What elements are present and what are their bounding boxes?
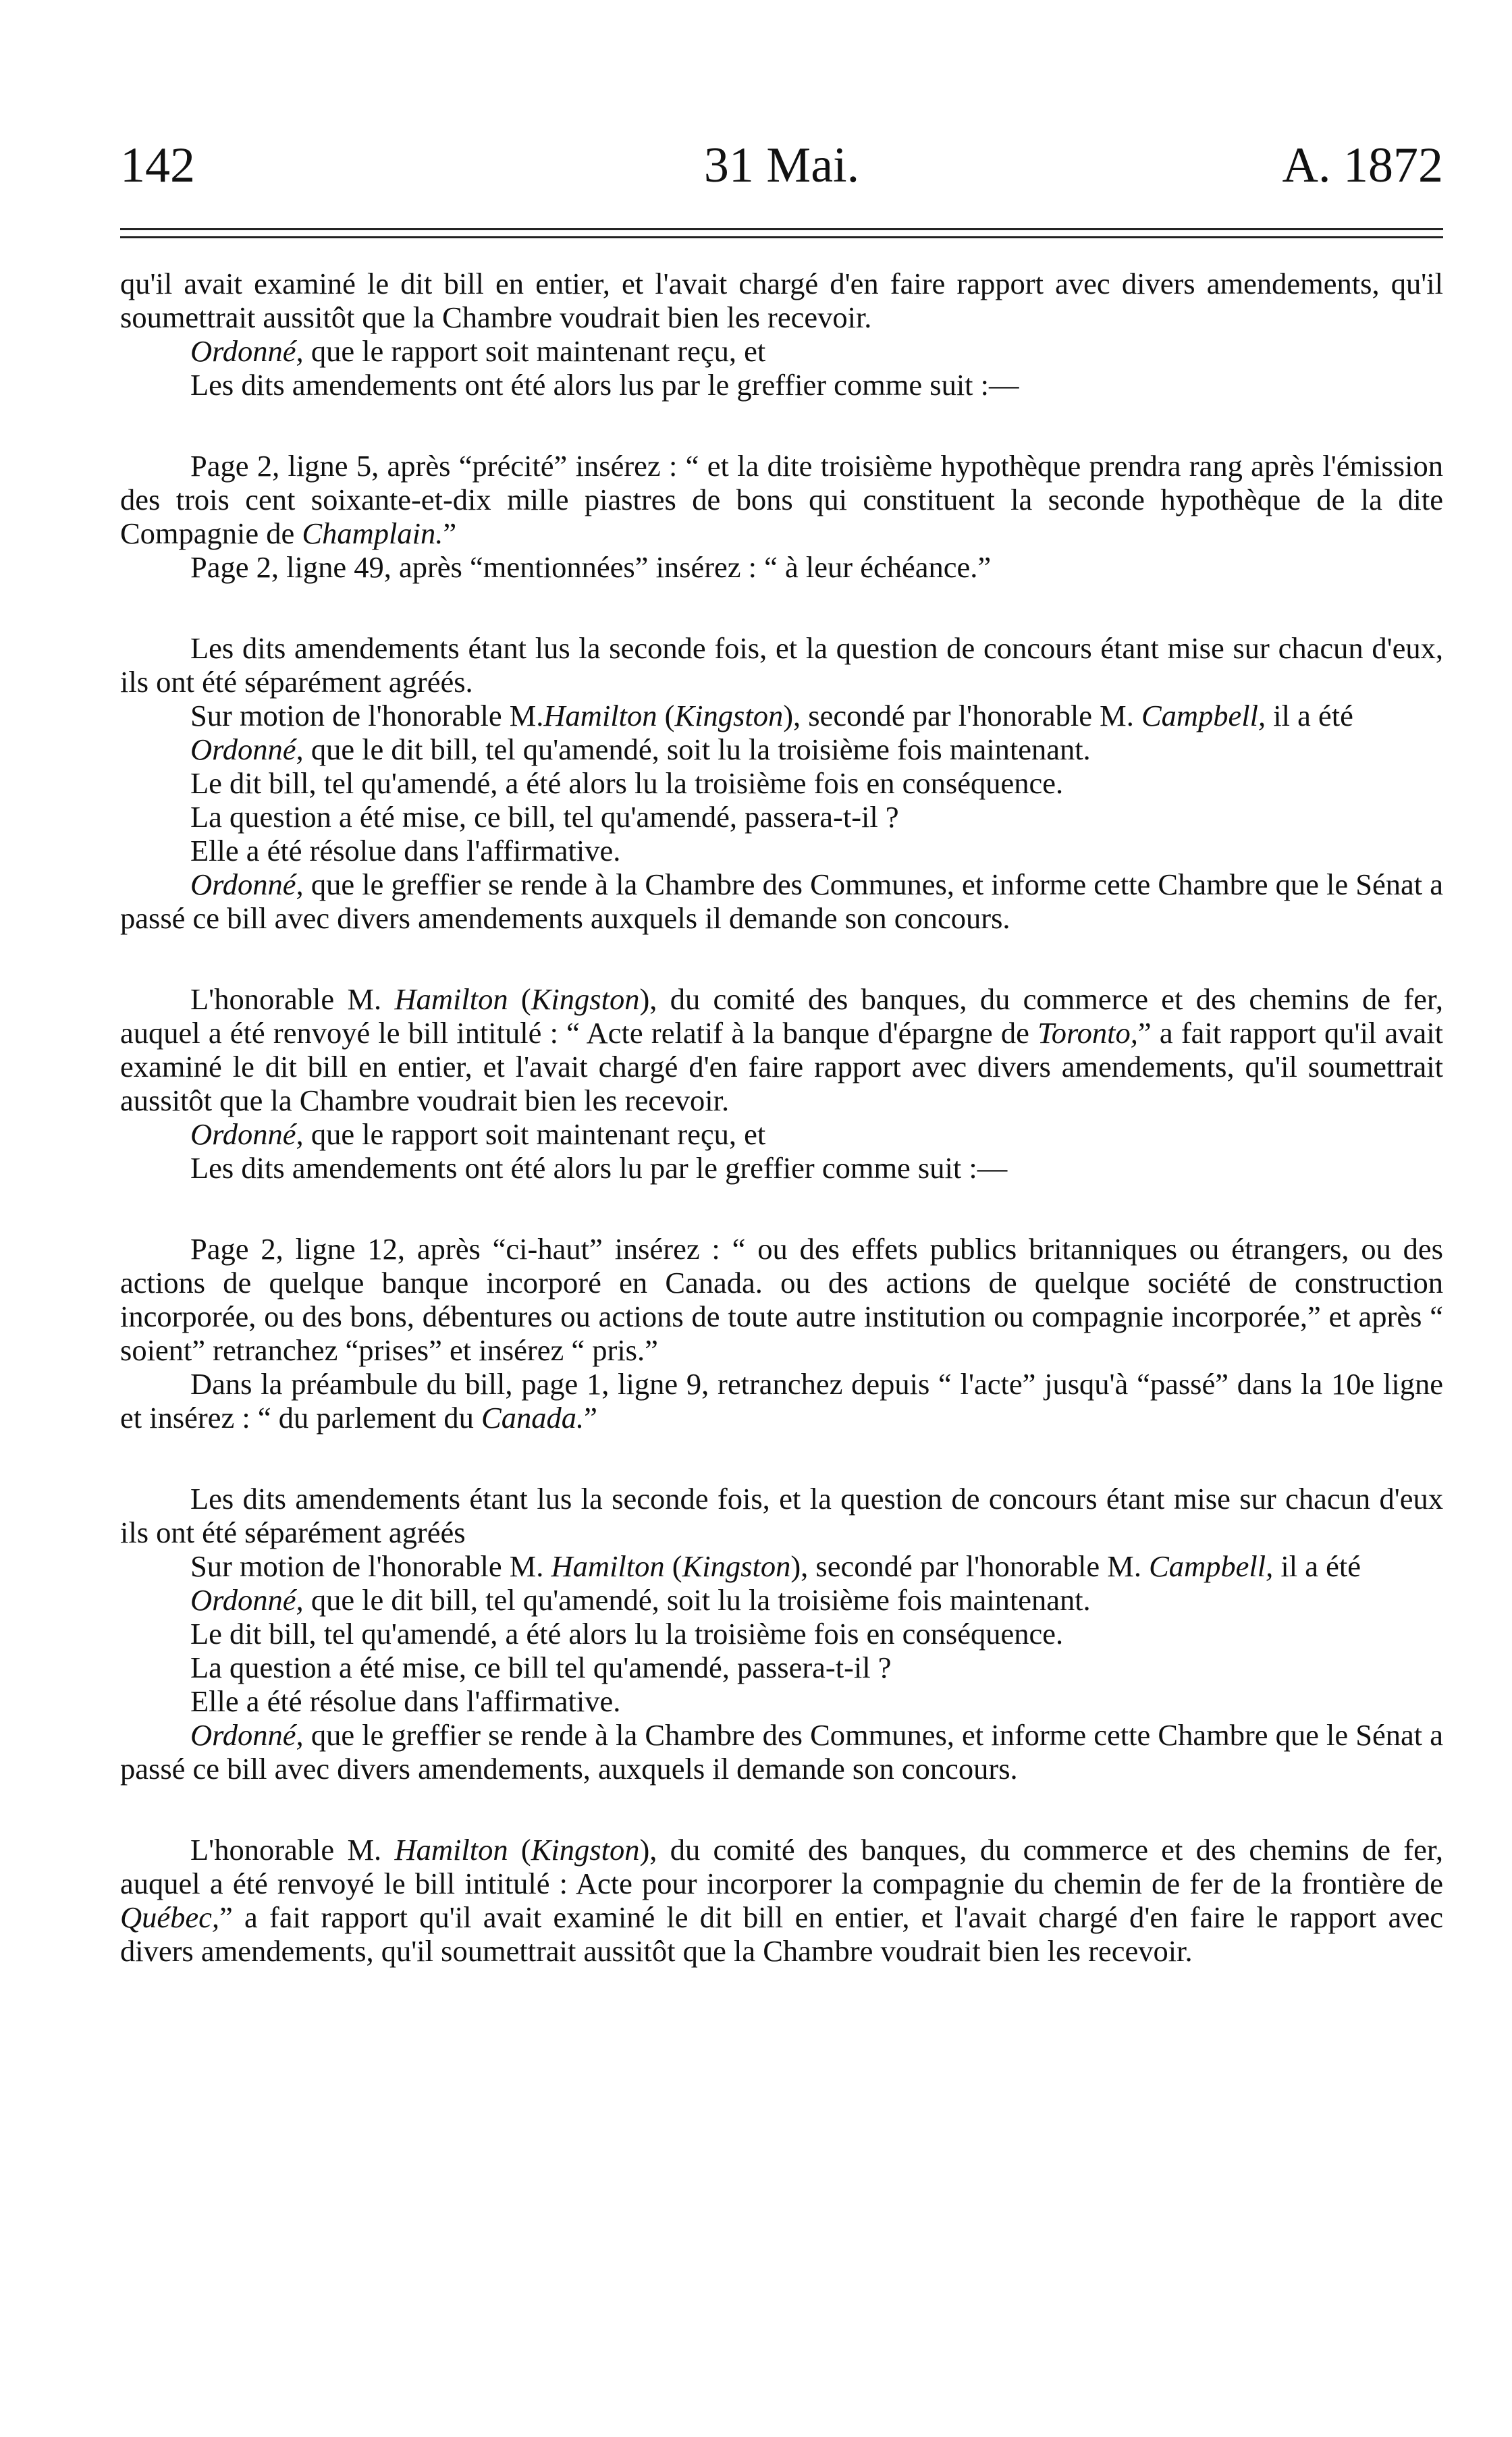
- text-run: ), secondé par l'honorable M.: [790, 1549, 1150, 1583]
- text-run: Sur motion de l'honorable M.: [190, 1549, 551, 1583]
- italic-run: Canada.: [481, 1401, 585, 1435]
- italic-run: Ordonné,: [190, 1583, 304, 1617]
- paragraph-p21: [120, 1617, 1443, 1651]
- text-run: ), secondé par l'honorable M.: [783, 699, 1141, 732]
- text-run: il a été: [1266, 699, 1353, 732]
- text-run: (: [508, 982, 531, 1016]
- italic-run: Ordonné,: [190, 1718, 304, 1752]
- text-run: ), du comité des banques, du commerce et des chemins de fer, auquel a été renvoyé le bill intitulé : “ Acte relatif à la banque d'épargne de: [120, 982, 1443, 1050]
- paragraph-p22: [120, 1651, 1443, 1684]
- text-run: que le greffier se rende à la Chambre des Communes, et informe cette Chambre que le Sénat a passé ce bill avec divers amendements auxquels il demande son concours.: [120, 867, 1443, 935]
- text-run: Les dits amendements étant lus la seconde fois, et la question de concours étant mise sur chacun d'eux ils ont été séparément agréés: [120, 1482, 1443, 1549]
- text-run: Sur motion de l'honorable M.: [190, 699, 544, 732]
- paragraph-p12: [120, 867, 1443, 935]
- paragraph-p3: [120, 368, 1443, 402]
- text-run: que le greffier se rende à la Chambre des Communes, et informe cette Chambre que le Sénat a passé ce bill avec divers amendements, auxquels il demande son concours.: [120, 1718, 1443, 1786]
- paragraph-p16: [120, 1232, 1443, 1367]
- text-run: que le dit bill, tel qu'amendé, soit lu la troisième fois maintenant.: [303, 1583, 1091, 1617]
- text-run: Elle a été résolue dans l'affirmative.: [190, 1684, 621, 1718]
- italic-run: Kingston: [674, 699, 784, 732]
- text-run: ”: [584, 1401, 597, 1435]
- italic-run: Kingston: [682, 1549, 791, 1583]
- document-body: [120, 267, 1443, 1968]
- text-run: ” a fait rapport qu'il avait examiné le dit bill en entier, et l'avait chargé d'en faire le rapport avec divers amendements, qu'il soumettrait aussitôt que la Chambre voudrait bien les recevoir.: [120, 1900, 1443, 1968]
- page-date: 31 Mai.: [703, 138, 860, 193]
- text-run: Les dits amendements étant lus la seconde fois, et la question de concours étant mise sur chacun d'eux, ils ont été séparément agréés.: [120, 631, 1443, 699]
- paragraph-p20: [120, 1583, 1443, 1617]
- paragraph-p17: [120, 1367, 1443, 1435]
- paragraph-p15: [120, 1151, 1443, 1185]
- paragraph-p24: [120, 1718, 1443, 1786]
- italic-run: Ordonné,: [190, 867, 304, 901]
- section-gap: [120, 1786, 1443, 1833]
- text-run: (: [664, 1549, 682, 1583]
- paragraph-p4: [120, 449, 1443, 550]
- text-run: Le dit bill, tel qu'amendé, a été alors lu la troisième fois en conséquence.: [190, 1617, 1064, 1651]
- paragraph-p11: [120, 834, 1443, 867]
- text-run: que le rapport soit maintenant reçu, et: [303, 334, 766, 368]
- section-gap: [120, 935, 1443, 982]
- text-run: que le rapport soit maintenant reçu, et: [303, 1117, 766, 1151]
- header-rule-top: [120, 228, 1443, 230]
- paragraph-p23: [120, 1684, 1443, 1718]
- paragraph-p10: [120, 800, 1443, 834]
- italic-run: Hamilton: [551, 1549, 665, 1583]
- italic-run: Toronto,: [1037, 1016, 1138, 1050]
- paragraph-p19: [120, 1549, 1443, 1583]
- paragraph-p14: [120, 1117, 1443, 1151]
- paragraph-p9: [120, 766, 1443, 800]
- text-run: Dans la préambule du bill, page 1, ligne 9, retranchez depuis “ l'acte” jusqu'à “passé” dans la 10e ligne et insérez : “ du parlement du: [120, 1367, 1443, 1435]
- paragraph-p25: [120, 1833, 1443, 1968]
- italic-run: Champlain.: [302, 516, 443, 550]
- text-run: que le dit bill, tel qu'amendé, soit lu la troisième fois maintenant.: [303, 732, 1091, 766]
- paragraph-p1: [120, 267, 1443, 334]
- paragraph-p8: [120, 732, 1443, 766]
- text-run: ), du comité des banques, du commerce et des chemins de fer, auquel a été renvoyé le bill intitulé : Acte pour incorporer la compagnie du chemin de fer de la frontière de: [120, 1833, 1443, 1900]
- paragraph-p18: [120, 1482, 1443, 1549]
- italic-run: Ordonné,: [190, 334, 304, 368]
- text-run: Les dits amendements ont été alors lu par le greffier comme suit :—: [190, 1151, 1008, 1185]
- text-run: Page 2, ligne 49, après “mentionnées” insérez : “ à leur échéance.”: [190, 550, 992, 584]
- italic-run: Hamilton: [394, 982, 508, 1016]
- italic-run: Kingston: [531, 982, 640, 1016]
- paragraph-p2: [120, 334, 1443, 368]
- italic-run: Québec,: [120, 1900, 220, 1934]
- text-run: (: [508, 1833, 531, 1867]
- text-run: L'honorable M.: [190, 982, 395, 1016]
- header-rule-bottom: [120, 236, 1443, 238]
- section-gap: [120, 1435, 1443, 1482]
- italic-run: Campbell,: [1149, 1549, 1274, 1583]
- italic-run: Hamilton: [543, 699, 657, 732]
- text-run: La question a été mise, ce bill, tel qu'amendé, passera-t-il ?: [190, 800, 899, 834]
- text-run: il a été: [1273, 1549, 1361, 1583]
- text-run: (: [657, 699, 675, 732]
- paragraph-p13: [120, 982, 1443, 1117]
- paragraph-p7: [120, 699, 1443, 732]
- text-run: qu'il avait examiné le dit bill en entier, et l'avait chargé d'en faire rapport avec divers amendements, qu'il soumettrait aussitôt que la Chambre voudrait bien les recevoir.: [120, 267, 1443, 334]
- italic-run: Campbell,: [1141, 699, 1266, 732]
- paragraph-p6: [120, 631, 1443, 699]
- italic-run: Kingston: [531, 1833, 640, 1867]
- text-run: Le dit bill, tel qu'amendé, a été alors lu la troisième fois en conséquence.: [190, 766, 1064, 800]
- text-run: Page 2, ligne 12, après “ci-haut” insérez : “ ou des effets publics britanniques ou étrangers, ou des actions de quelque banque incorporé en Canada. ou des actions de quelque société de construction incorporée, ou des bons, débentures ou actions de toute autre institution ou compagnie incorporée,” et après “ soient” retranchez “prises” et insérez “ pris.”: [120, 1232, 1443, 1367]
- page-header: [120, 135, 1443, 196]
- italic-run: Hamilton: [394, 1833, 508, 1867]
- italic-run: Ordonné,: [190, 1117, 304, 1151]
- text-run: Page 2, ligne 5, après “précité” insérez : “ et la dite troisième hypothèque prendra rang après l'émission des trois cent soixante-et-dix mille piastres de bons qui constituent la seconde hypothèque de la dite Compagnie de: [120, 449, 1443, 550]
- text-run: La question a été mise, ce bill tel qu'amendé, passera-t-il ?: [190, 1651, 892, 1684]
- section-gap: [120, 584, 1443, 631]
- text-run: ” a fait rapport qu'il avait examiné le dit bill en entier, et l'avait chargé d'en faire rapport avec divers amendements, qu'il soumettrait aussitôt que la Chambre voudrait bien les recevoir.: [120, 1016, 1443, 1117]
- text-run: ”: [443, 516, 457, 550]
- text-run: Elle a été résolue dans l'affirmative.: [190, 834, 621, 867]
- paragraph-p5: [120, 550, 1443, 584]
- section-gap: [120, 402, 1443, 449]
- italic-run: Ordonné,: [190, 732, 304, 766]
- text-run: Les dits amendements ont été alors lus par le greffier comme suit :—: [190, 368, 1019, 402]
- page-year: A. 1872: [1282, 138, 1443, 193]
- page-number: 142: [120, 138, 195, 193]
- section-gap: [120, 1185, 1443, 1232]
- text-run: L'honorable M.: [190, 1833, 395, 1867]
